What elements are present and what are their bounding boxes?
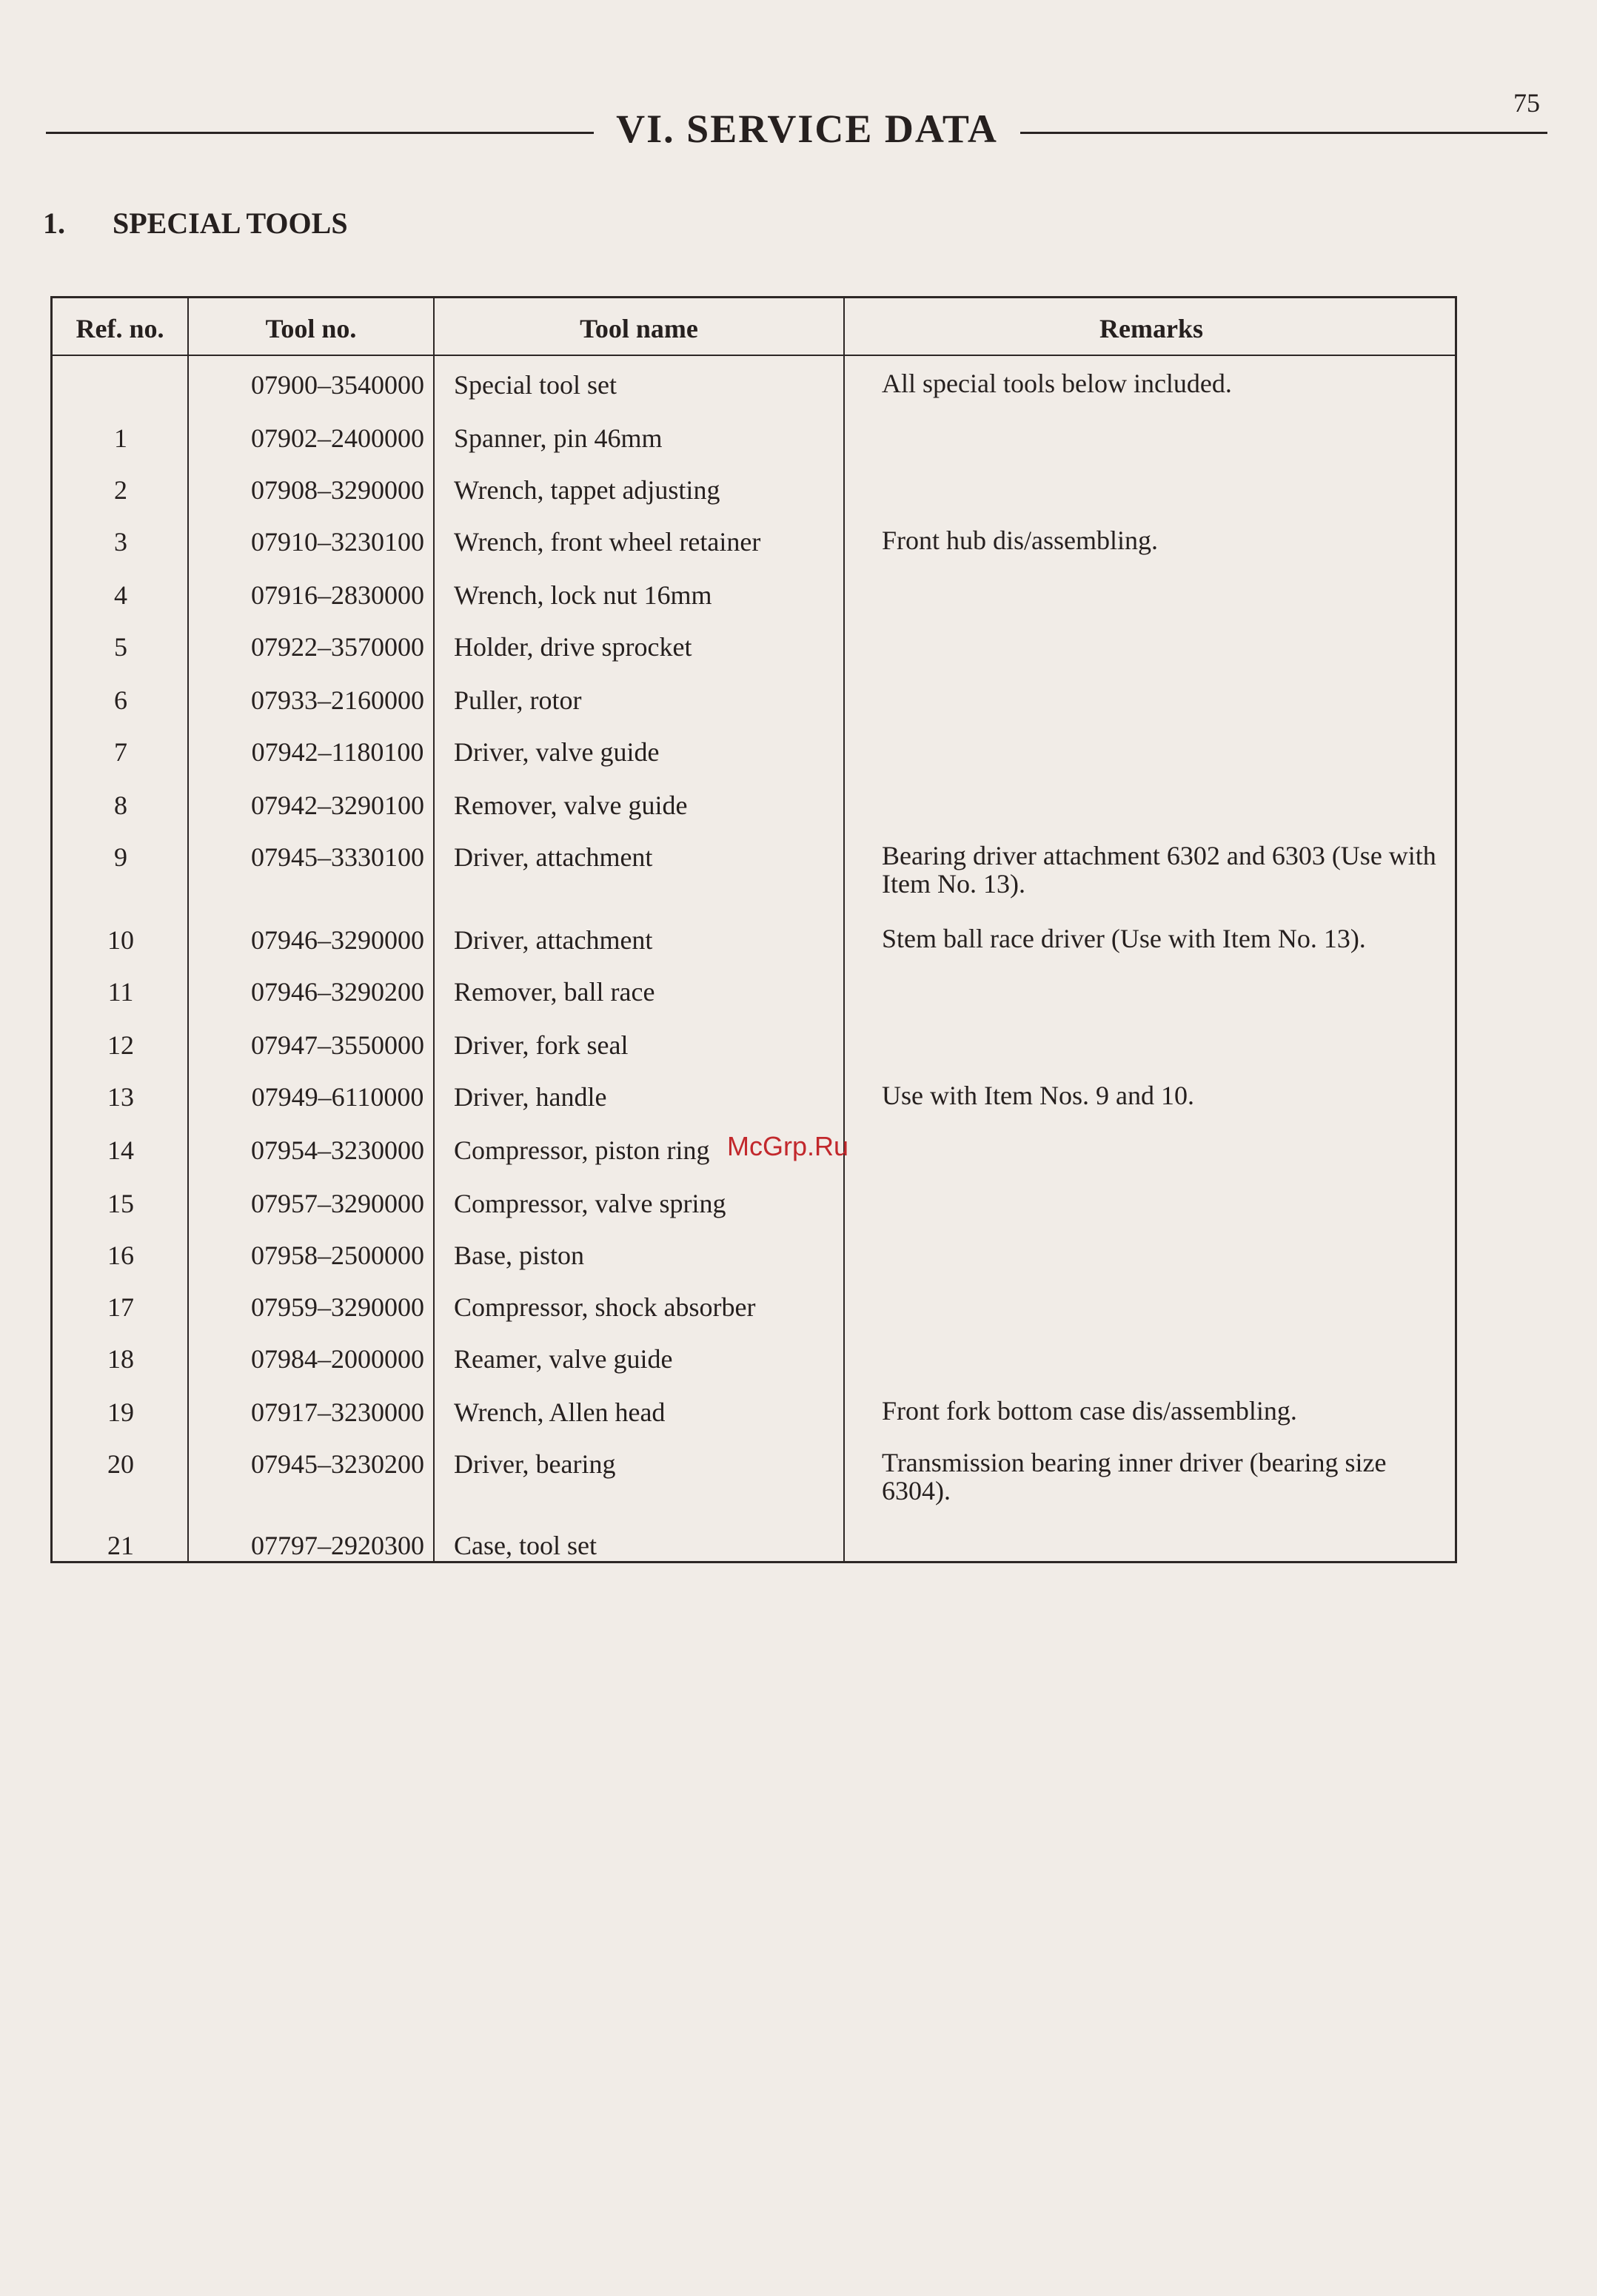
header-tool-name: Tool name bbox=[580, 314, 698, 343]
ref-no-cell: 21 bbox=[107, 1531, 134, 1560]
ref-no-cell: 11 bbox=[107, 977, 134, 1007]
tool-no-cell: 07958–2500000 bbox=[251, 1241, 424, 1270]
ref-no-cell: 9 bbox=[114, 842, 127, 872]
tool-no-cell: 07942–1180100 bbox=[251, 737, 424, 767]
tool-no-cell: 07922–3570000 bbox=[251, 632, 424, 662]
ref-no-cell: 6 bbox=[114, 685, 127, 715]
tool-no-cell: 07908–3290000 bbox=[251, 475, 424, 505]
tool-no-cell: 07797–2920300 bbox=[251, 1531, 424, 1560]
tool-no-cell: 07949–6110000 bbox=[251, 1082, 424, 1112]
header-remarks: Remarks bbox=[1099, 314, 1203, 343]
ref-no-cell: 15 bbox=[107, 1189, 134, 1218]
tool-name-cell: Driver, attachment bbox=[454, 842, 653, 872]
tool-name-cell: Case, tool set bbox=[454, 1531, 597, 1560]
ref-no-cell: 5 bbox=[114, 632, 127, 662]
remarks-cell: Front hub dis/assembling. bbox=[882, 526, 1159, 555]
tool-name-cell: Wrench, front wheel retainer bbox=[454, 527, 761, 557]
section-title: VI. SERVICE DATA bbox=[616, 107, 998, 151]
title-rule-left bbox=[46, 132, 594, 134]
tool-name-cell: Driver, valve guide bbox=[454, 737, 660, 767]
tool-no-cell: 07945–3230200 bbox=[251, 1449, 424, 1479]
header-tool-no: Tool no. bbox=[265, 314, 357, 343]
ref-no-cell: 16 bbox=[107, 1241, 134, 1270]
tool-name-cell: Reamer, valve guide bbox=[454, 1344, 673, 1374]
tool-name-cell: Holder, drive sprocket bbox=[454, 632, 692, 662]
tool-name-cell: Driver, fork seal bbox=[454, 1030, 629, 1060]
tool-no-cell: 07957–3290000 bbox=[251, 1189, 424, 1218]
header-ref-no: Ref. no. bbox=[76, 314, 164, 343]
tool-no-cell: 07942–3290100 bbox=[251, 790, 424, 820]
page-number: 75 bbox=[1513, 88, 1540, 118]
tool-name-cell: Compressor, piston ring bbox=[454, 1135, 710, 1165]
tool-no-cell: 07945–3330100 bbox=[251, 842, 424, 872]
tool-no-cell: 07947–3550000 bbox=[251, 1030, 424, 1060]
ref-no-cell: 8 bbox=[114, 790, 127, 820]
tool-name-cell: Special tool set bbox=[454, 370, 617, 400]
ref-no-cell: 1 bbox=[114, 423, 127, 453]
ref-no-cell: 18 bbox=[107, 1344, 134, 1374]
ref-no-cell: 12 bbox=[107, 1030, 134, 1060]
tool-name-cell: Base, piston bbox=[454, 1241, 584, 1270]
tool-name-cell: Remover, ball race bbox=[454, 977, 655, 1007]
tool-name-cell: Wrench, lock nut 16mm bbox=[454, 580, 712, 610]
tool-no-cell: 07900–3540000 bbox=[251, 370, 424, 400]
tool-name-cell: Remover, valve guide bbox=[454, 790, 688, 820]
tool-no-cell: 07902–2400000 bbox=[251, 423, 424, 453]
remarks-cell: Stem ball race driver (Use with Item No. 13). bbox=[882, 924, 1366, 953]
ref-no-cell: 19 bbox=[107, 1397, 134, 1427]
subsection-title: SPECIAL TOOLS bbox=[113, 207, 348, 240]
header-divider bbox=[53, 355, 1455, 356]
special-tools-table bbox=[50, 296, 1457, 1563]
title-rule-right bbox=[1020, 132, 1547, 134]
tool-no-cell: 07917–3230000 bbox=[251, 1397, 424, 1427]
ref-no-cell: 13 bbox=[107, 1082, 134, 1112]
tool-name-cell: Driver, handle bbox=[454, 1082, 607, 1112]
ref-no-cell: 2 bbox=[114, 475, 127, 505]
tool-name-cell: Wrench, tappet adjusting bbox=[454, 475, 720, 505]
ref-no-cell: 20 bbox=[107, 1449, 134, 1479]
tool-name-cell: Compressor, shock absorber bbox=[454, 1292, 756, 1322]
tool-no-cell: 07916–2830000 bbox=[251, 580, 424, 610]
tool-no-cell: 07946–3290200 bbox=[251, 977, 424, 1007]
remarks-cell: Bearing driver attachment 6302 and 6303 (Use with Item No. 13). bbox=[882, 841, 1436, 899]
remarks-cell: All special tools below included. bbox=[882, 369, 1232, 398]
tool-no-cell: 07954–3230000 bbox=[251, 1135, 424, 1165]
remarks-cell: Front fork bottom case dis/assembling. bbox=[882, 1396, 1297, 1426]
ref-no-cell: 10 bbox=[107, 925, 134, 955]
tool-no-cell: 07933–2160000 bbox=[251, 685, 424, 715]
tool-name-cell: Puller, rotor bbox=[454, 685, 582, 715]
remarks-cell: Transmission bearing inner driver (bearing size 6304). bbox=[882, 1448, 1387, 1506]
subsection-number: 1. bbox=[43, 207, 65, 240]
tool-no-cell: 07946–3290000 bbox=[251, 925, 424, 955]
tool-name-cell: Driver, bearing bbox=[454, 1449, 616, 1479]
ref-no-cell: 7 bbox=[114, 737, 127, 767]
ref-no-cell: 14 bbox=[107, 1135, 134, 1165]
remarks-cell: Use with Item Nos. 9 and 10. bbox=[882, 1081, 1194, 1110]
ref-no-cell: 4 bbox=[114, 580, 127, 610]
tool-no-cell: 07984–2000000 bbox=[251, 1344, 424, 1374]
tool-name-cell: Spanner, pin 46mm bbox=[454, 423, 663, 453]
tool-name-cell: Compressor, valve spring bbox=[454, 1189, 726, 1218]
tool-name-cell: Wrench, Allen head bbox=[454, 1397, 666, 1427]
ref-no-cell: 17 bbox=[107, 1292, 134, 1322]
tool-name-cell: Driver, attachment bbox=[454, 925, 653, 955]
watermark: McGrp.Ru bbox=[727, 1131, 849, 1161]
ref-no-cell: 3 bbox=[114, 527, 127, 557]
tool-no-cell: 07910–3230100 bbox=[251, 527, 424, 557]
subsection-heading bbox=[43, 206, 348, 241]
tool-no-cell: 07959–3290000 bbox=[251, 1292, 424, 1322]
